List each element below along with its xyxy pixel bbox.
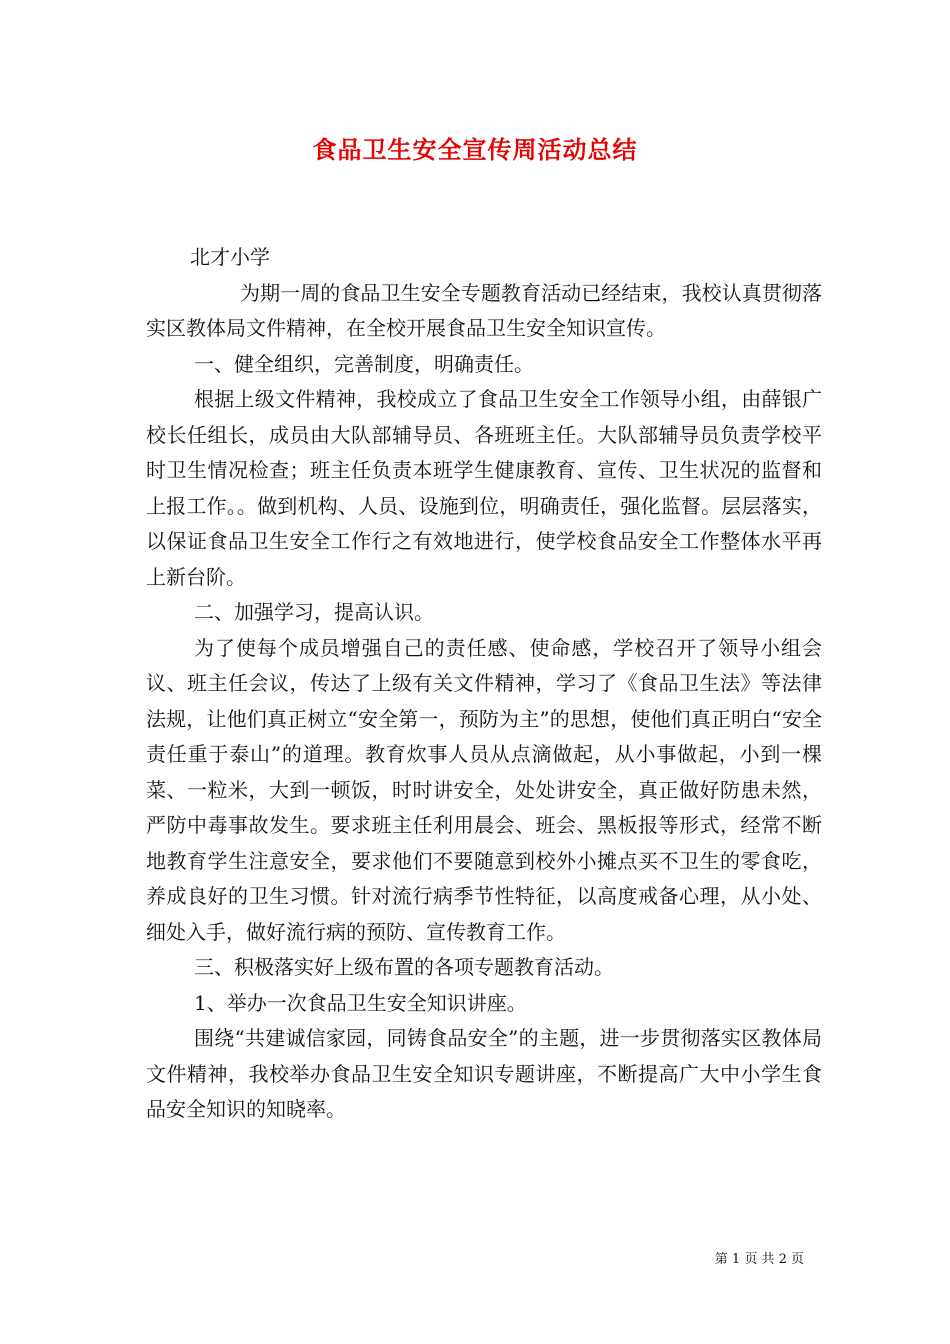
subsection-heading-1: 1、举办一次食品卫生安全知识讲座。 [194, 990, 527, 1015]
school-name: 北才小学 [190, 245, 270, 269]
section-paragraph-2: 为了使每个成员增强自己的责任感、使命感，学校召开了领导小组会议、班主任会议，传达了上级有关文件精神，学习了《食品卫生法》等法律法规，让他们真正树立“安全第一，预防为主”的思想，使他们真正明白“安全责任重于泰山”的道理。教育炊事人员从点滴做起，从小事做起，小到一棵菜、一粒米，大到一顿饭，时时讲安全，处处讲安全，真正做好防患未然，严防中毒事故发生。要求班主任利用晨会、班会、黑板报等形式，经常不断地教育学生注意安全，要求他们不要随意到校外小摊点买不卫生的零食吃，养成良好的卫生习惯。针对流行病季节性特征，以高度戒备心理，从小处、细处入手，做好流行病的预防、宣传教育工作。 [146, 635, 822, 944]
document-body [146, 240, 822, 1128]
document-title: 食品卫生安全宣传周活动总结 [312, 135, 638, 164]
section-heading-1: 一、健全组织，完善制度，明确责任。 [194, 351, 534, 376]
page-number: 第 1 页 共 2 页 [714, 1252, 804, 1267]
section-heading-2: 二、加强学习，提高认识。 [194, 600, 434, 624]
subsection-paragraph-1: 围绕“共建诚信家园，同铸食品安全”的主题，进一步贯彻落实区教体局文件精神，我校举办食品卫生安全知识专题讲座，不断提高广大中小学生食品安全知识的知晓率。 [146, 1026, 822, 1121]
intro-paragraph: 为期一周的食品卫生安全专题教育活动已经结束，我校认真贯彻落实区教体局文件精神，在全校开展食品卫生安全知识宣传。 [146, 280, 822, 340]
section-paragraph-1: 根据上级文件精神，我校成立了食品卫生安全工作领导小组，由薛银广校长任组长，成员由大队部辅导员、各班班主任。大队部辅导员负责学校平时卫生情况检查；班主任负责本班学生健康教育、宣传、卫生状况的监督和上报工作。。做到机构、人员、设施到位，明确责任，强化监督。层层落实，以保证食品卫生安全工作行之有效地进行，使学校食品安全工作整体水平再上新台阶。 [146, 387, 822, 589]
section-heading-3: 三、积极落实好上级布置的各项专题教育活动。 [194, 955, 614, 979]
